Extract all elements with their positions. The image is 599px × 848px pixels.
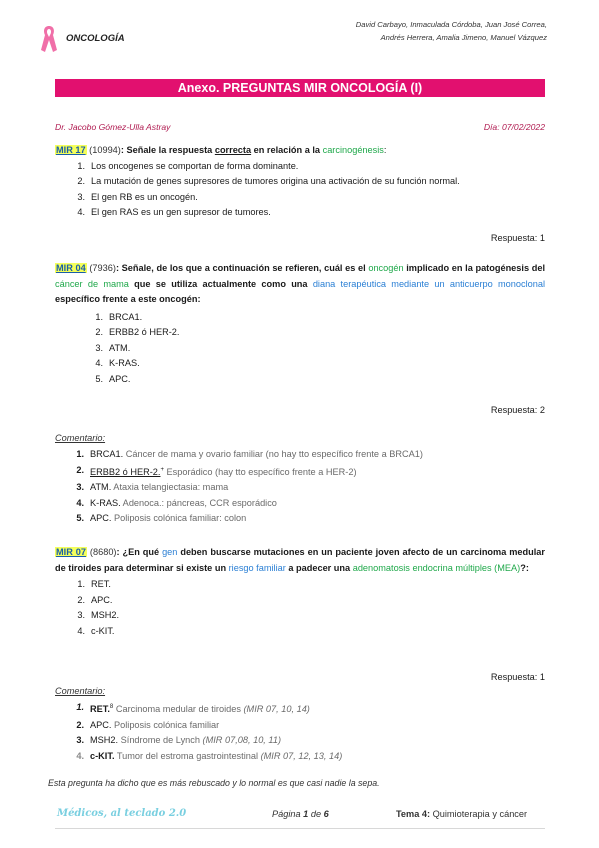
comment-label: Comentario: [55,433,106,443]
comment-item: 1. BRCA1. Cáncer de mama y ovario familiar (no hay tto específico frente a BRCA1) [76,449,423,459]
authors-line-1: David Carbayo, Inmaculada Córdoba, Juan José Correa, [355,20,547,29]
page-total: 6 [323,809,329,819]
comment-item: 3. ATM. Ataxia telangiectasia: mama [76,482,229,493]
option: 3. MSH2. [77,610,120,620]
authors-line-2: Andrés Herrera, Amalia Jimeno, Manuel Vázquez [380,33,547,42]
question-1 [55,143,545,221]
question-3 [55,545,545,639]
option: 4. K-RAS. [95,358,140,368]
option: 1. RET. [77,579,111,589]
question-number: MIR 04 [56,263,86,273]
option: 3. ATM. [95,342,131,353]
footnote-text: Esta pregunta ha dicho que es más rebuscado y lo normal es que casi nadie la sepa. [48,778,380,788]
page-title: Anexo. PREGUNTAS MIR ONCOLOGÍA (I) [55,79,545,97]
footer-divider [55,828,545,829]
options-list [55,310,545,388]
option: 2. APC. [77,594,113,605]
option: 2. La mutación de genes supresores de tumores origina una activación de su función normal. [77,176,460,186]
option: 4. El gen RAS es un gen supresor de tumores. [77,207,271,217]
comment-item: 2. APC. Poliposis colónica familiar [76,719,220,730]
brand-title: ONCOLOGÍA [66,33,125,44]
options-list [55,577,545,639]
comment-item: 4. c-KIT. Tumor del estroma gastrointestinal (MIR 07, 12, 13, 14) [76,750,343,761]
option: 3. El gen RB es un oncogén. [77,191,198,202]
comment-list [72,447,532,527]
comment-item: 5. APC. Poliposis colónica familiar: colon [76,513,247,524]
answer-3: Respuesta: 1 [490,672,545,682]
authors [356,18,547,44]
date: Día: 07/02/2022 [483,122,545,132]
option: 4. c-KIT. [77,625,115,636]
comment-item: 3. MSH2. Síndrome de Lynch (MIR 07,08, 10, 11) [76,735,282,746]
option: 2. ERBB2 ó HER-2. [95,327,180,337]
question-1-stem: MIR 17 (10994): Señale la respuesta correcta en relación a la carcinogénesis: [56,145,387,155]
footer-logo: Médicos, al teclado 2.0 [57,808,187,819]
answer-1: Respuesta: 1 [490,233,545,243]
pink-ribbon-icon [38,24,60,54]
comment-item: 1. RET.$^8$ Carcinoma medular de tiroides (MIR 07, 10, 14) [76,702,310,715]
question-number: MIR 17 [56,145,86,155]
comment-list [72,700,532,764]
option: 5. APC. [95,373,131,384]
question-number: MIR 07 [56,547,86,557]
question-3-stem: MIR 07 (8680): ¿En qué gen deben buscarse mutaciones en un paciente joven afecto de un carcinoma medular de tiroides para determinar si existe un riesgo familiar a padecer una adenomatosis endocrina múltiples (MEA)?: [55,547,545,573]
question-2 [55,261,545,387]
page-indicator: Página 1 de 6 [272,809,329,819]
options-list [55,159,545,221]
option: 1. BRCA1. [95,311,143,322]
comment-item: 4. K-RAS. Adenoca.: páncreas, CCR esporádico [76,497,277,508]
comment-item: 2. ERBB2 ó HER-2.+ Esporádico (hay tto específico frente a HER-2) [76,464,357,477]
option: 1. Los oncogenes se comportan de forma dominante. [77,160,299,171]
question-2-stem: MIR 04 (7936): Señale, de los que a continuación se refieren, cuál es el oncogén implicado en la patogénesis del cáncer de mama que se utiliza actualmente como una diana terapéutica mediante un anticuerpo monoclonal específico frente a este oncogén: [55,263,546,304]
author-name: Dr. Jacobo Gómez-Ulla Astray [55,122,171,132]
page-number: 1 [303,809,309,819]
topic-label: Tema 4: Quimioterapia y cáncer [396,809,528,819]
answer-2: Respuesta: 2 [490,405,545,415]
comment-label: Comentario: [55,686,106,696]
question-code: (10994) [86,145,121,155]
